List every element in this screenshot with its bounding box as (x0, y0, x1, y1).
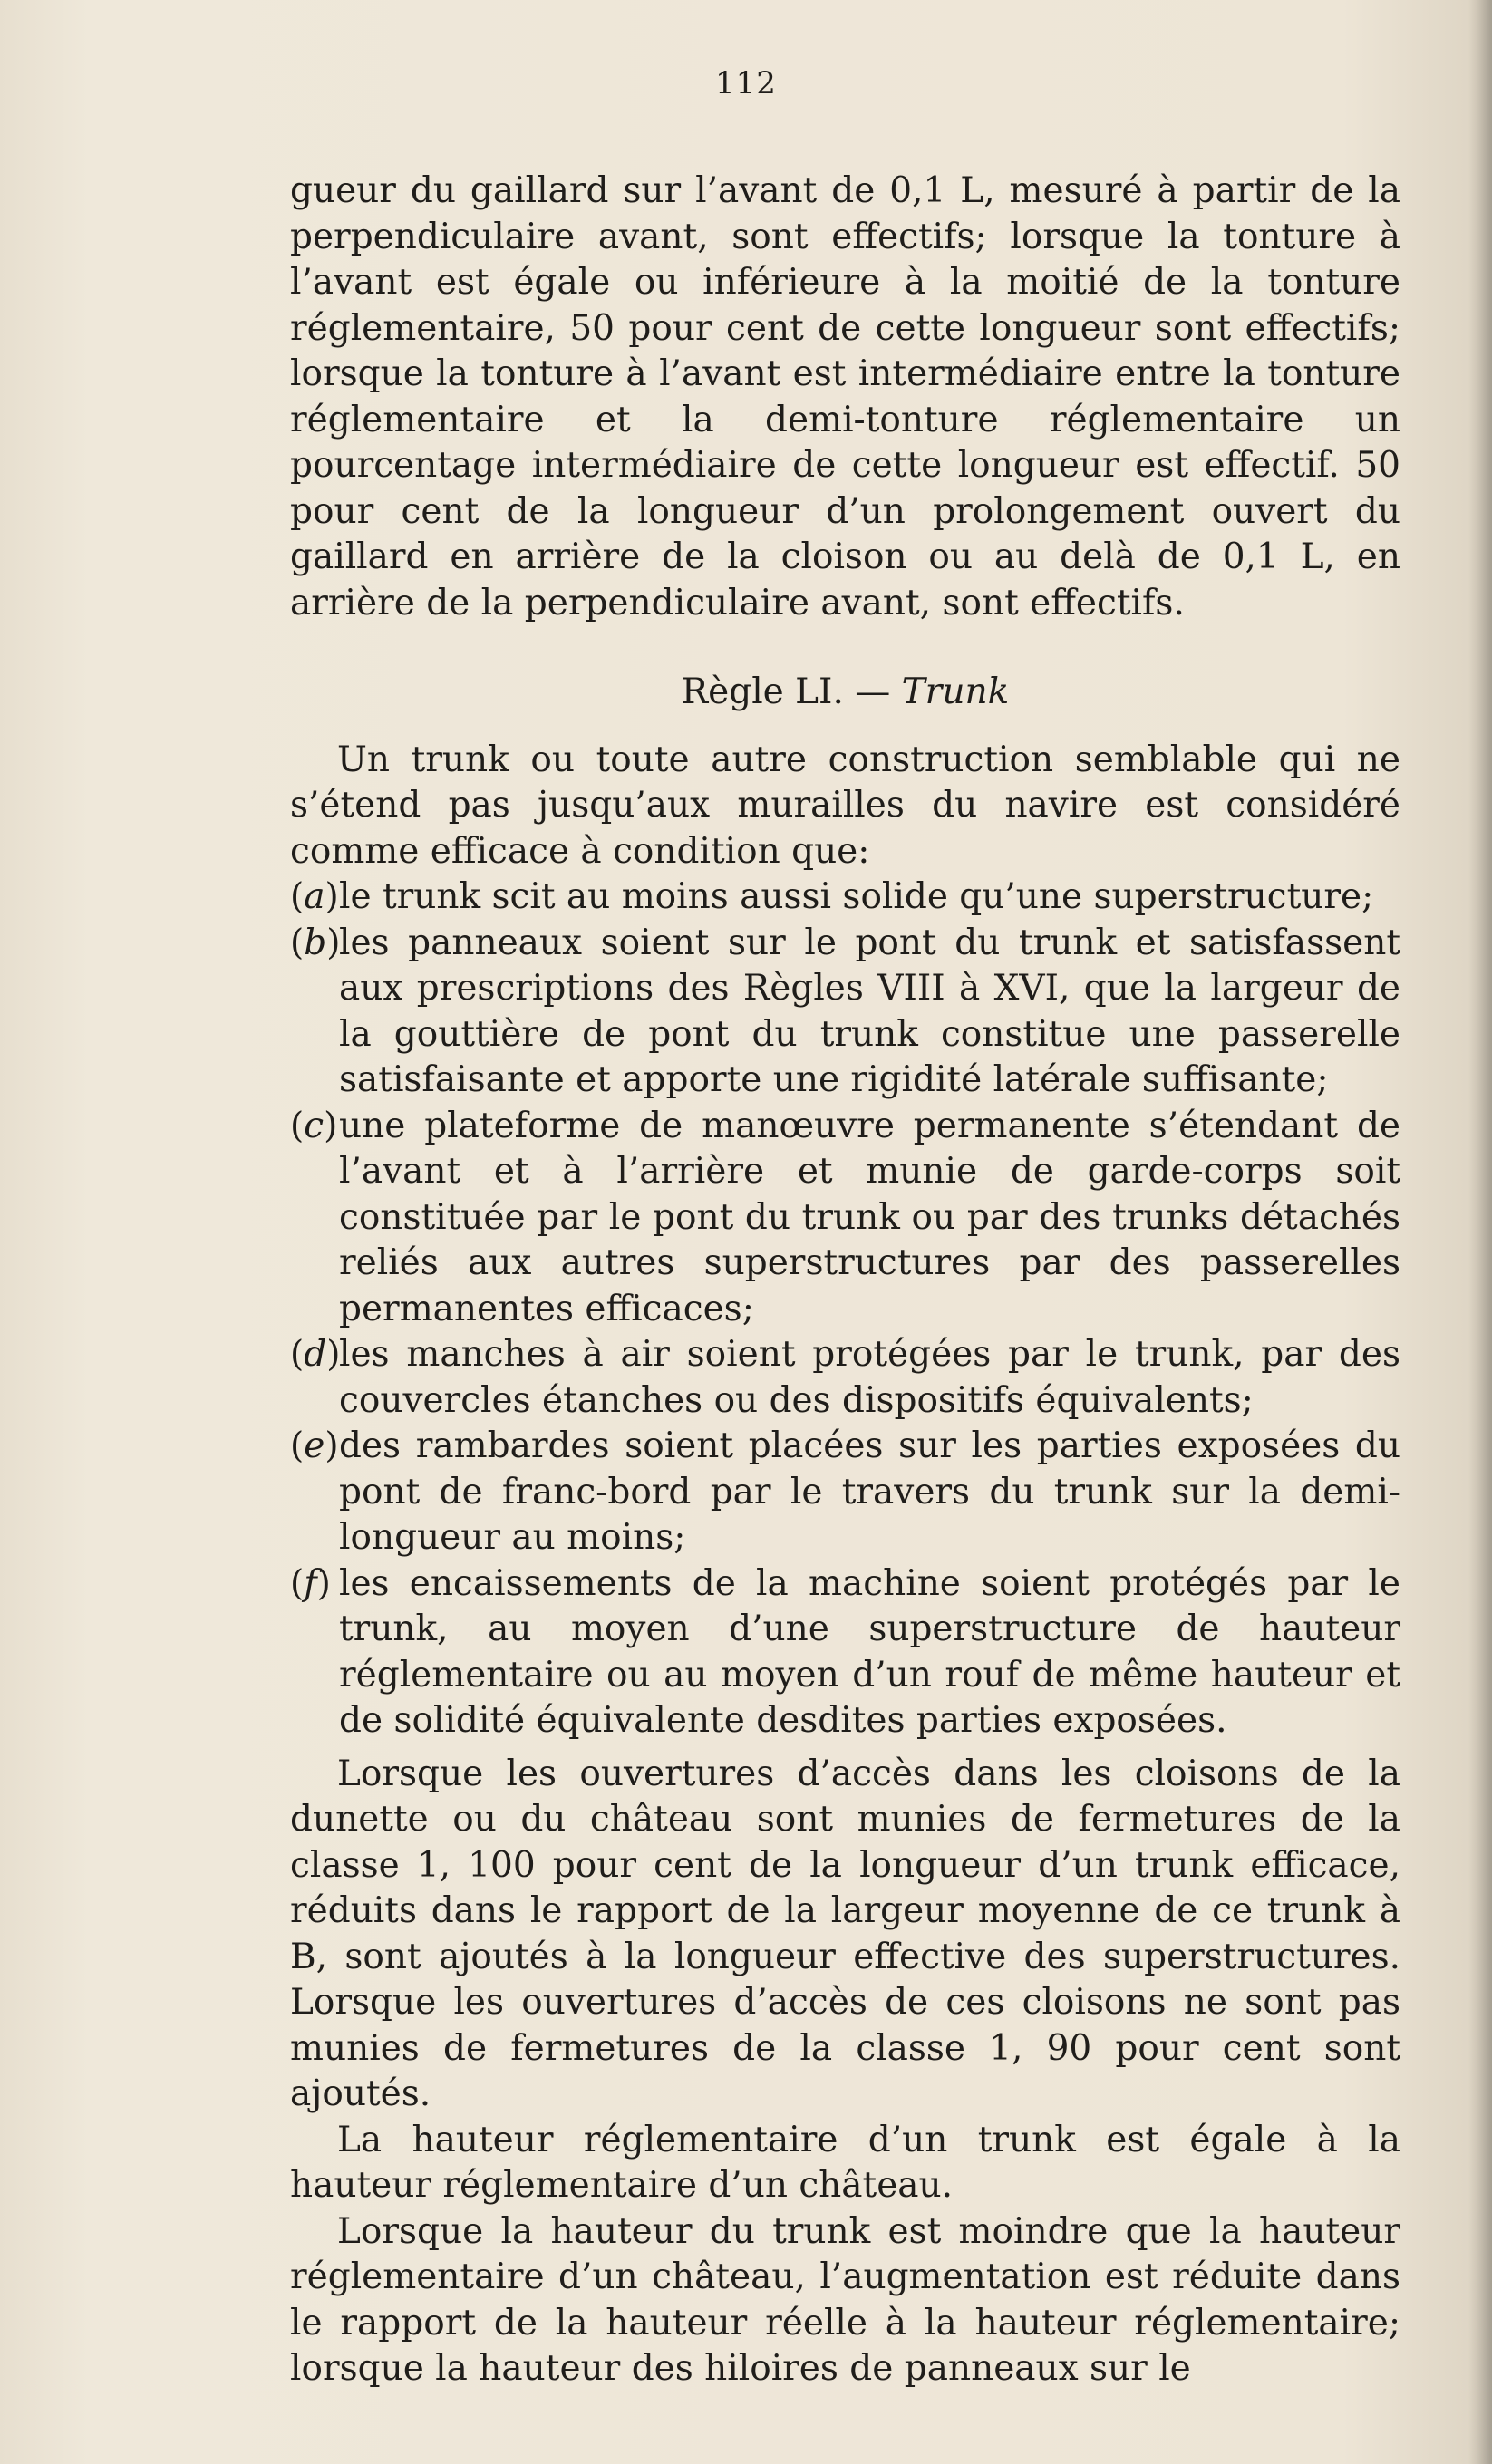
condition-letter: d (304, 1334, 327, 1375)
spacer (290, 1744, 1400, 1752)
condition-letter: e (304, 1425, 325, 1466)
page-number: 112 (715, 65, 777, 101)
rule-heading (290, 670, 1400, 716)
condition-letter: a (304, 876, 325, 917)
condition-text: les encaissements de la machine soient protégés par le trunk, au moyen d’une superstructure de hauteur réglementaire ou au moyen d’un rouf de même hauteur et de solidité équivalente desdites parties exposées. (339, 1562, 1400, 1741)
condition-item (290, 1104, 1400, 1333)
condition-text: les manches à air soient protégées par le trunk, par des couvercles étanches ou des dispositifs équivalents; (339, 1334, 1400, 1421)
condition-item (290, 1561, 1400, 1744)
condition-label: (c) (290, 1105, 338, 1146)
paragraph-access-openings: Lorsque les ouvertures d’accès dans les cloisons de la dunette ou du château sont munies de fermetures de la classe 1, 100 pour cent de la longueur d’un trunk efficace, réduits dans le rapport de la largeur moyenne de ce trunk à B, sont ajoutés à la longueur effective des superstructures. Lorsque les ouvertures d’accès de ces cloisons ne sont pas munies de fermetures de la classe 1, 90 pour cent sont ajoutés. (290, 1753, 1400, 2114)
condition-letter: f (304, 1562, 317, 1604)
condition-letter: c (304, 1105, 325, 1146)
rule-intro-paragraph: Un trunk ou toute autre construction semblable qui ne s’étend pas jusqu’aux murailles du navire est considéré comme efficace à condition que: (290, 739, 1400, 872)
rule-heading-prefix: Règle LI. — (681, 672, 891, 712)
condition-label: (d) (290, 1334, 341, 1375)
conditions-list (290, 874, 1400, 1744)
paragraph-trunk-height: Lorsque la hauteur du trunk est moindre que la hauteur réglementaire d’un château, l’augmentation est réduite dans le rapport de la hauteur réelle à la hauteur réglementaire; lorsque la hauteur des hiloires de panneaux sur le (290, 2210, 1400, 2389)
condition-text: une plateforme de manœuvre permanente s’étendant de l’avant et à l’arrière et munie de garde-corps soit constituée par le pont du trunk ou par des trunks détachés reliés aux autres superstructures par des passerelles permanentes efficaces; (339, 1105, 1400, 1329)
rule-heading-title: Trunk (901, 672, 1010, 712)
paragraph-standard-height: La hauteur réglementaire d’un trunk est égale à la hauteur réglementaire d’un château. (290, 2119, 1400, 2206)
condition-letter: b (304, 922, 327, 963)
condition-text: des rambardes soient placées sur les parties exposées du pont de franc-bord par le travers du trunk sur la demi-longueur au moins; (339, 1425, 1400, 1558)
condition-text: les panneaux soient sur le pont du trunk et satisfassent aux prescriptions des Règles VIII à XVI, que la largeur de la gouttière de pont du trunk constitue une passerelle satisfaisante et apporte une rigidité latérale suffisante; (339, 922, 1400, 1100)
paragraph-continuation: gueur du gaillard sur l’avant de 0,1 L, mesuré à partir de la perpendiculaire avant, sont effectifs; lorsque la tonture à l’avant est égale ou inférieure à la moitié de la tonture réglementaire, 50 pour cent de cette longueur sont effectifs; lorsque la tonture à l’avant est intermédiaire entre la tonture réglementaire et la demi-tonture réglementaire un pourcentage intermédiaire de cette longueur est effectif. 50 pour cent de la longueur d’un prolongement ouvert du gaillard en arrière de la cloison ou au delà de 0,1 L, en arrière de la perpendiculaire avant, sont effectifs. (290, 170, 1400, 623)
page-content (290, 169, 1400, 2392)
condition-label: (e) (290, 1425, 339, 1466)
condition-item (290, 1332, 1400, 1424)
condition-item (290, 1424, 1400, 1561)
page-edge-shadow (1468, 0, 1492, 2464)
condition-label: (f) (290, 1562, 331, 1604)
condition-item (290, 874, 1400, 921)
condition-text: le trunk scit au moins aussi solide qu’une superstructure; (339, 876, 1374, 917)
condition-label: (b) (290, 922, 341, 963)
condition-item (290, 921, 1400, 1104)
condition-label: (a) (290, 876, 339, 917)
